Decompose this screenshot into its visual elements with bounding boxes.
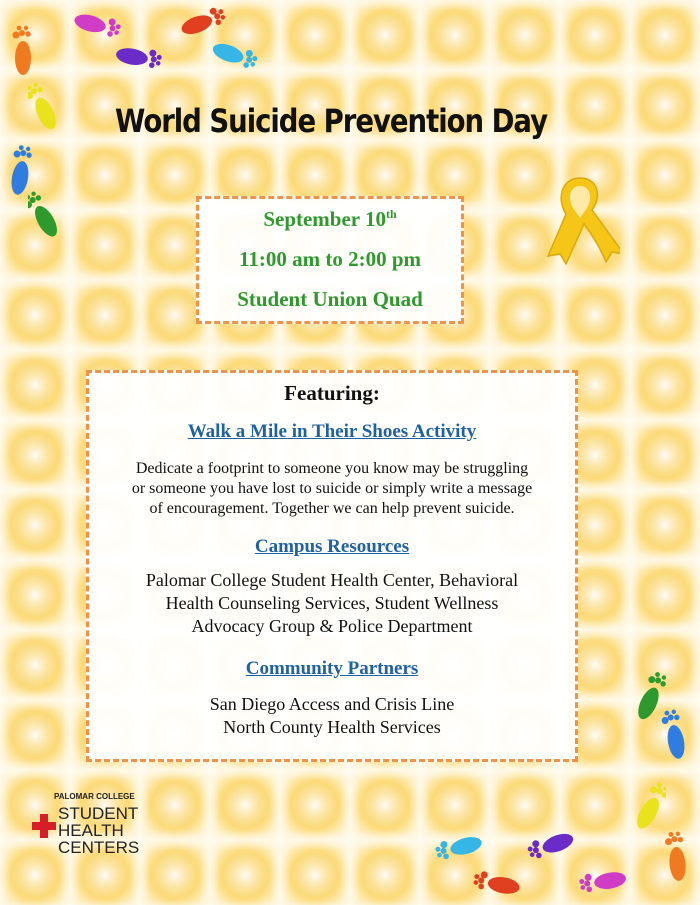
featuring-heading: Featuring:	[284, 381, 380, 405]
resources-line: Advocacy Group & Police Department	[191, 616, 473, 636]
activity-line: Dedicate a footprint to someone you know may be struggling	[135, 460, 529, 477]
logo-org: PALOMAR COLLEGE	[54, 792, 135, 801]
campus-resources-title: Campus Resources	[254, 536, 410, 557]
partners-line: San Diego Access and Crisis Line	[209, 694, 455, 714]
footprint-icon	[70, 10, 130, 40]
campus-resources-list	[89, 569, 575, 638]
logo-line: CENTERS	[58, 838, 140, 857]
footprint-icon	[206, 40, 266, 70]
footprint-icon	[572, 866, 632, 896]
flyer-title: World Suicide Prevention Day	[115, 102, 547, 140]
event-details-box	[196, 196, 464, 324]
activity-line: of encouragement. Together we can help prevent suicide.	[149, 500, 515, 517]
footprint-icon	[660, 706, 690, 766]
activity-title: Walk a Mile in Their Shoes Activity	[187, 421, 477, 442]
footprint-icon	[662, 828, 692, 888]
event-date-text: September 10	[263, 207, 386, 231]
community-partners-title: Community Partners	[245, 658, 419, 679]
resources-line: Health Counseling Services, Student Wellness	[165, 593, 499, 613]
awareness-ribbon-icon	[540, 170, 620, 265]
event-date-suffix: th	[386, 207, 397, 221]
footprint-icon	[28, 78, 58, 138]
footprint-icon	[428, 832, 488, 862]
event-location: Student Union Quad	[237, 287, 423, 311]
student-health-centers-logo	[32, 792, 152, 862]
footprint-icon	[110, 42, 170, 72]
red-cross-icon	[32, 814, 56, 838]
featuring-box	[86, 370, 578, 762]
footprint-icon	[8, 22, 38, 82]
footprint-icon	[520, 830, 580, 860]
footprint-icon	[28, 186, 58, 246]
resources-line: Palomar College Student Health Center, Behavioral	[145, 570, 519, 590]
partners-line: North County Health Services	[223, 717, 441, 737]
footprint-icon	[174, 6, 234, 36]
footprint-icon	[466, 868, 526, 898]
community-partners-list	[89, 693, 575, 739]
logo-line: STUDENT	[58, 804, 139, 823]
event-time: 11:00 am to 2:00 pm	[239, 247, 421, 271]
logo-line: HEALTH	[58, 821, 124, 840]
activity-description	[89, 459, 575, 519]
event-date	[199, 207, 461, 232]
activity-line: or someone you have lost to suicide or simply write a message	[131, 480, 533, 497]
